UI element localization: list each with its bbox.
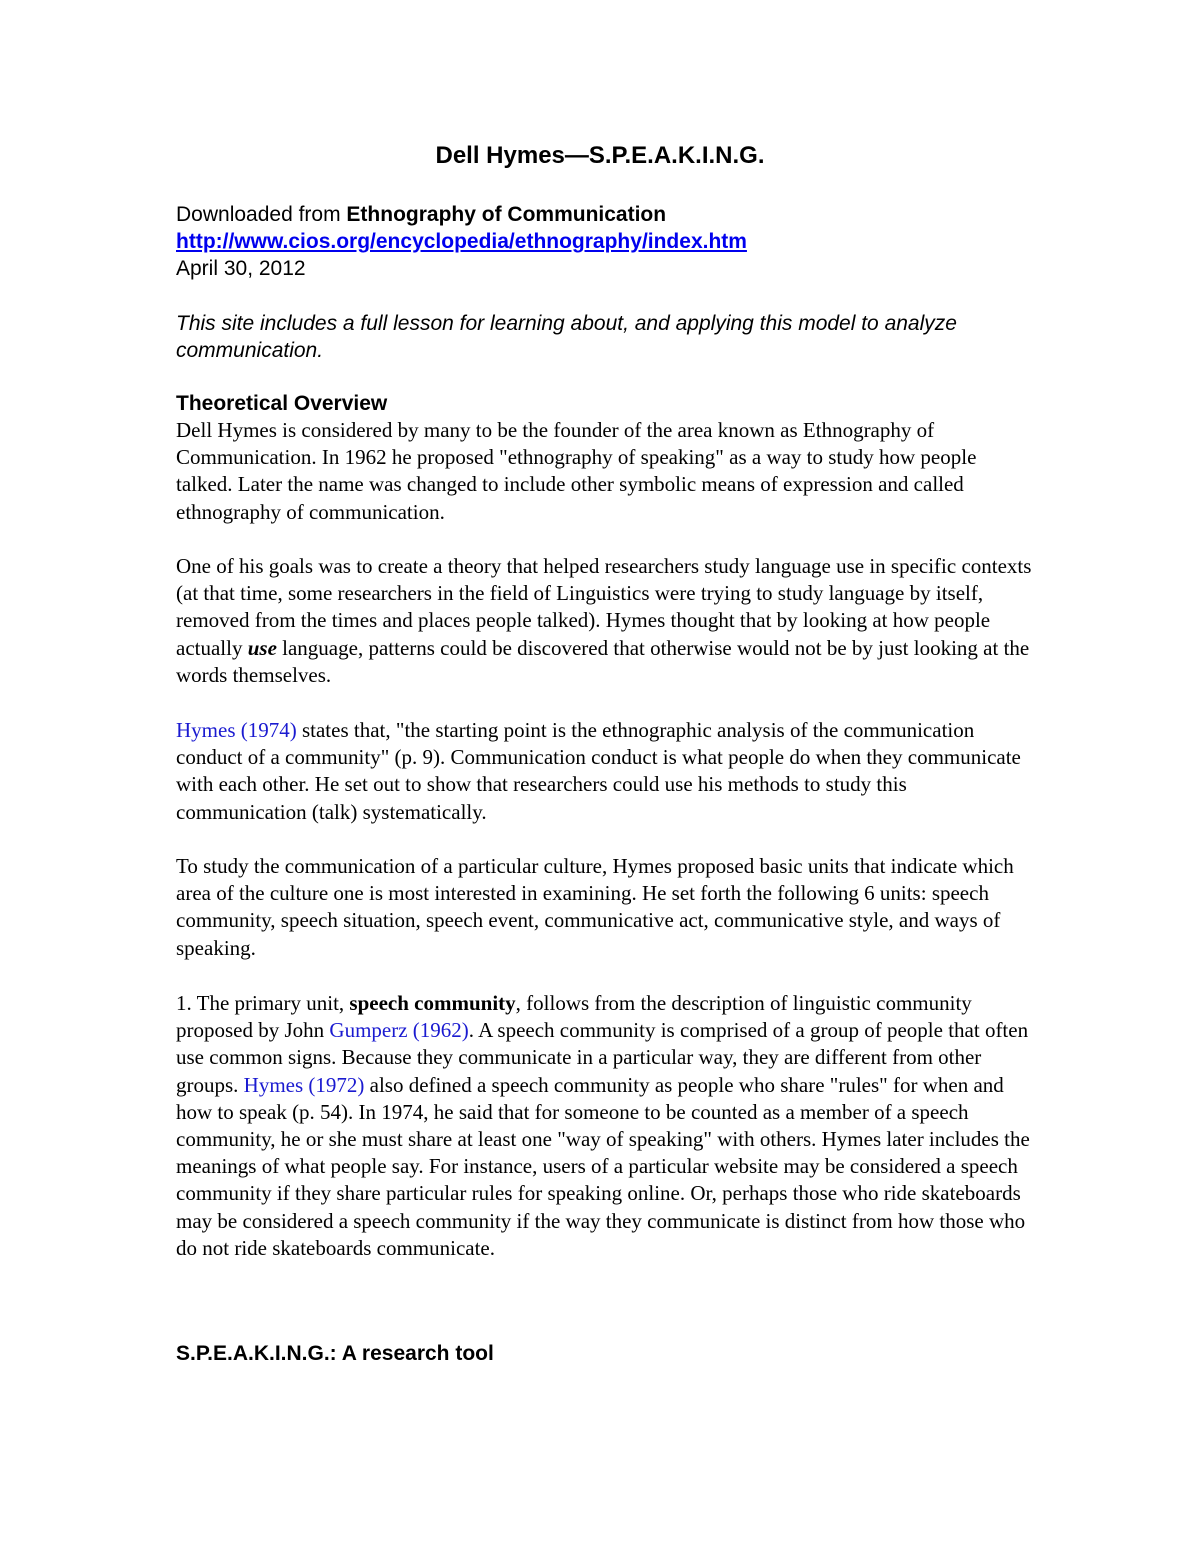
speech-community-term: speech community [349,991,516,1015]
source-url-link[interactable]: http://www.cios.org/encyclopedia/ethnography/index.htm [176,230,747,253]
source-line [176,201,1036,228]
paragraph-text [176,990,1036,1262]
paragraph-text-before: One of his goals was to create a theory that helped researchers study language use in specific contexts (at that time, some researchers in the field of Linguistics were trying to study language by itself, removed from the times and places people talked). Hymes thought that by looking at how people actually [176,554,1032,660]
overview-paragraph-2 [176,553,1036,689]
paragraph-text-body: states that, "the starting point is the ethnographic analysis of the communication conduct of a community" (p. 9). Communication conduct is what people do when they communicate with each other. He set out to show that researchers could use his methods to study this communication (talk) systematically. [176,718,1021,824]
paragraph-prefix: 1. The primary unit, [176,991,350,1015]
downloaded-prefix: Downloaded from [176,203,347,226]
overview-paragraph-4 [176,853,1036,962]
paragraph-text: To study the communication of a particular culture, Hymes proposed basic units that indicate which area of the culture one is most interested in examining. He set forth the following 6 units: speech community, speech situation, speech event, communicative act, communicative style, and ways of speaking. [176,854,1014,960]
paragraph-part-3: also defined a speech community as people who share "rules" for when and how to speak (p. 54). In 1974, he said that for someone to be counted as a member of a speech community, he or she must share at least one "way of speaking" with others. Hymes later includes the meanings of what people say. For instance, users of a particular website may be considered a speech community if they share particular rules for speaking online. Or, perhaps those who ride skateboards may be considered a speech community if the way they communicate is distinct from how those who do not ride skateboards communicate. [176,1072,1030,1260]
document-title: Dell Hymes—S.P.E.A.K.I.N.G. [435,142,765,169]
site-name: Ethnography of Communication [346,203,667,226]
research-tool-heading: S.P.E.A.K.I.N.G.: A research tool [176,1342,494,1365]
emphasis-use: use [247,635,277,660]
paragraph-text [176,717,1036,826]
hymes-1974-link[interactable]: Hymes (1974) [176,718,297,742]
hymes-1972-link[interactable]: Hymes (1972) [243,1072,365,1097]
url-line [176,228,1036,255]
download-date: April 30, 2012 [176,257,306,280]
paragraph-text [176,553,1036,689]
source-info [176,201,1036,282]
overview-paragraph-3 [176,717,1036,826]
overview-paragraph-1 [176,417,1036,526]
paragraph-text-after: language, patterns could be discovered that otherwise would not be by just looking at the words themselves. [176,635,1030,687]
paragraph-part-2: . A speech community is comprised of a group of people that often use common signs. Because they communicate in a particular way, they are different from other groups. [176,1018,1029,1097]
overview-heading: Theoretical Overview [176,392,388,415]
gumperz-1962-link[interactable]: Gumperz (1962) [329,1018,469,1043]
paragraph-text: Dell Hymes is considered by many to be the founder of the area known as Ethnography of Communication. In 1962 he proposed "ethnography of speaking" as a way to study how people talked. Later the name was changed to include other symbolic means of expression and called ethnography of communication. [176,418,977,524]
paragraph-part-1: , follows from the description of linguistic community proposed by John [176,991,972,1043]
overview-paragraph-5 [176,990,1036,1262]
site-note: This site includes a full lesson for learning about, and applying this model to analyze communication. [176,312,957,362]
